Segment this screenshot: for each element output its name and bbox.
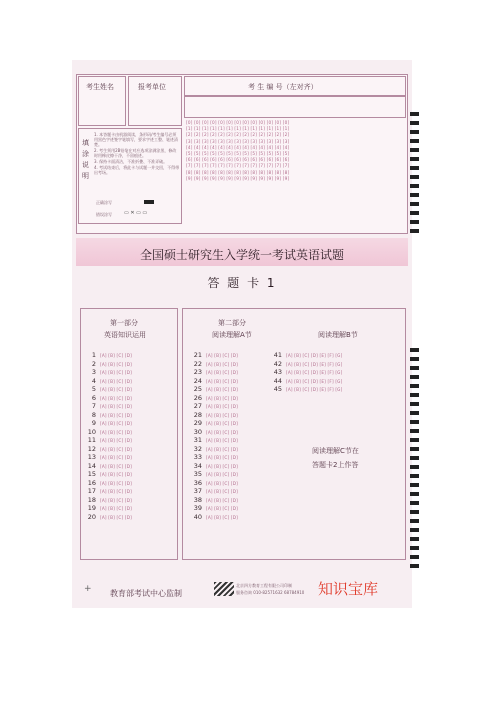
- question-number: 32: [193, 444, 202, 453]
- timing-mark: [410, 510, 419, 514]
- timing-mark: [410, 456, 419, 460]
- instructions-side-label: 填 涂 说 明: [82, 139, 89, 180]
- answer-bubbles[interactable]: [A] [B] [C] [D]: [206, 455, 238, 460]
- question-row[interactable]: [86, 365, 132, 374]
- id-bubble-row[interactable]: [3] [3] [3] [3] [3] [3] [3] [3] [3] [3] [3] [3] [3]: [186, 138, 290, 144]
- question-number: 15: [87, 470, 96, 478]
- answer-bubbles[interactable]: [A] [B] [C] [D]: [100, 370, 132, 375]
- wrong-mark-icon: ▭ ✕ ▭ ▭: [124, 210, 148, 216]
- answer-bubbles[interactable]: [A] [B] [C] [D] [E] [F] [G]: [286, 361, 343, 367]
- question-row[interactable]: [192, 425, 238, 434]
- question-row[interactable]: [192, 493, 238, 502]
- question-row[interactable]: [192, 416, 238, 425]
- answer-bubbles[interactable]: [A] [B] [C] [D] [E] [F] [G]: [286, 378, 343, 384]
- answer-bubbles[interactable]: [A] [B] [C] [D] [E] [F] [G]: [286, 387, 343, 392]
- timing-mark: [410, 202, 419, 206]
- question-row[interactable]: [86, 374, 132, 383]
- timing-mark: [410, 564, 419, 568]
- instruction-item: 1. 本答题卡由机器阅读，条形码/考生编号必须用黑色字迹签字笔填写，要求字迹工整、笔迹清楚。: [94, 132, 178, 147]
- question-row[interactable]: [86, 357, 132, 366]
- answer-bubbles[interactable]: [A] [B] [C] [D] [E] [F] [G]: [286, 353, 343, 358]
- id-label: 考 生 编 号（左对齐）: [248, 83, 318, 91]
- answer-bubbles[interactable]: [A] [B] [C] [D]: [206, 429, 238, 435]
- question-number: 7: [91, 402, 96, 410]
- question-row[interactable]: [192, 357, 238, 366]
- question-row[interactable]: [86, 459, 132, 468]
- part2b-list: [272, 348, 342, 391]
- timing-mark: [410, 366, 419, 370]
- answer-bubbles[interactable]: [A] [B] [C] [D]: [206, 472, 238, 477]
- question-row[interactable]: [192, 501, 238, 510]
- answer-bubbles[interactable]: [A] [B] [C] [D]: [206, 480, 238, 486]
- answer-bubbles[interactable]: [A] [B] [C] [D]: [100, 404, 132, 409]
- question-number: 14: [87, 461, 96, 470]
- timing-mark: [410, 112, 419, 116]
- question-row[interactable]: [192, 484, 238, 493]
- answer-bubbles[interactable]: [A] [B] [C] [D]: [206, 446, 238, 452]
- part2-subheading-b: 阅读理解B节: [318, 331, 358, 339]
- question-number: 28: [193, 410, 202, 419]
- id-bubble-row[interactable]: [7] [7] [7] [7] [7] [7] [7] [7] [7] [7] [7] [7] [7]: [186, 163, 290, 169]
- timing-mark: [410, 519, 419, 523]
- question-row[interactable]: [86, 433, 132, 442]
- question-row[interactable]: [192, 374, 238, 383]
- answer-bubbles[interactable]: [A] [B] [C] [D]: [100, 506, 132, 511]
- answer-bubbles[interactable]: [A] [B] [C] [D]: [206, 370, 238, 375]
- instructions-list: [94, 132, 180, 176]
- question-row[interactable]: [192, 467, 238, 476]
- correct-label: 正确涂写: [96, 200, 112, 205]
- watermark-text: 知识宝库: [318, 580, 379, 598]
- timing-mark: [410, 184, 419, 188]
- name-field[interactable]: [78, 76, 126, 126]
- question-row[interactable]: [86, 467, 132, 476]
- title-text: 全国硕士研究生入学统一考试英语试题: [139, 248, 344, 262]
- timing-mark: [410, 393, 419, 397]
- question-row[interactable]: [192, 450, 238, 459]
- question-number: 22: [193, 359, 202, 368]
- answer-bubbles[interactable]: [A] [B] [C] [D]: [100, 378, 132, 384]
- answer-bubbles[interactable]: [A] [B] [C] [D]: [206, 378, 238, 384]
- id-bubble-row[interactable]: [0] [0] [0] [0] [0] [0] [0] [0] [0] [0] [0] [0] [0]: [186, 120, 290, 125]
- answer-bubbles[interactable]: [A] [B] [C] [D]: [206, 497, 238, 503]
- id-bubble-row[interactable]: [8] [8] [8] [8] [8] [8] [8] [8] [8] [8] [8] [8] [8]: [186, 169, 290, 175]
- question-row[interactable]: [192, 510, 238, 519]
- answer-bubbles[interactable]: [A] [B] [C] [D]: [100, 361, 132, 367]
- answer-bubbles[interactable]: [A] [B] [C] [D]: [206, 387, 238, 392]
- question-number: 4: [91, 376, 96, 385]
- correct-mark-icon: [144, 200, 154, 204]
- answer-bubbles[interactable]: [A] [B] [C] [D] [E] [F] [G]: [286, 370, 343, 375]
- question-number: 8: [91, 410, 96, 419]
- question-number: 1: [91, 351, 96, 359]
- question-row[interactable]: [272, 365, 342, 374]
- question-row[interactable]: [86, 484, 132, 493]
- answer-bubbles[interactable]: [A] [B] [C] [D]: [100, 421, 132, 426]
- question-row[interactable]: [86, 391, 132, 400]
- question-row[interactable]: [272, 357, 342, 366]
- id-bubble-row[interactable]: [9] [9] [9] [9] [9] [9] [9] [9] [9] [9] [9] [9] [9]: [186, 175, 290, 181]
- question-number: 12: [87, 444, 96, 453]
- question-number: 5: [91, 385, 96, 393]
- question-row[interactable]: [192, 408, 238, 417]
- timing-mark: [410, 375, 419, 379]
- question-number: 3: [91, 368, 96, 376]
- answer-bubbles[interactable]: [A] [B] [C] [D]: [206, 412, 238, 418]
- answer-bubbles[interactable]: [A] [B] [C] [D]: [100, 480, 132, 486]
- question-row[interactable]: [86, 476, 132, 485]
- question-number: 29: [193, 419, 202, 427]
- question-number: 11: [87, 436, 96, 444]
- question-row[interactable]: [86, 408, 132, 417]
- question-number: 34: [193, 461, 202, 470]
- timing-mark: [410, 492, 419, 496]
- part1-heading: 第一部分: [110, 319, 138, 327]
- timing-mark: [410, 438, 419, 442]
- timing-mark: [410, 384, 419, 388]
- part2a-list: [192, 348, 238, 521]
- answer-bubbles[interactable]: [A] [B] [C] [D]: [206, 395, 238, 401]
- timing-mark: [410, 474, 419, 478]
- answer-bubbles[interactable]: [A] [B] [C] [D]: [100, 395, 132, 401]
- name-label: 考生姓名: [86, 83, 114, 91]
- answer-bubbles[interactable]: [A] [B] [C] [D]: [206, 514, 238, 520]
- instruction-item: 3. 保持卡面清洁，不准折叠、不准弄破。: [94, 159, 168, 164]
- footer-supervisor: 教育部考试中心监制: [110, 589, 182, 598]
- timing-mark: [410, 166, 419, 170]
- question-number: 2: [91, 359, 96, 368]
- footer-plus: +: [84, 584, 92, 594]
- answer-bubbles[interactable]: [A] [B] [C] [D]: [206, 404, 238, 409]
- id-bubble-row[interactable]: [2] [2] [2] [2] [2] [2] [2] [2] [2] [2] [2] [2] [2]: [186, 132, 290, 138]
- answer-bubbles[interactable]: [A] [B] [C] [D]: [100, 514, 132, 520]
- question-number: 37: [193, 487, 202, 495]
- timing-mark: [410, 348, 419, 352]
- subtitle-text: 答 题 卡 1: [207, 276, 277, 290]
- id-bubble-row[interactable]: [1] [1] [1] [1] [1] [1] [1] [1] [1] [1] [1] [1] [1]: [186, 126, 290, 132]
- timing-mark: [410, 501, 419, 505]
- answer-bubbles[interactable]: [A] [B] [C] [D]: [206, 421, 238, 426]
- unit-label: 报考单位: [138, 83, 166, 91]
- timing-mark: [410, 211, 419, 215]
- question-number: 39: [193, 504, 202, 512]
- timing-mark: [410, 229, 419, 233]
- instruction-item: 2. 考生须用2B铅笔在对应选项涂满涂黑，修改时用橡皮擦干净，不留痕迹。: [94, 148, 177, 158]
- answer-bubbles[interactable]: [A] [B] [C] [D]: [100, 489, 132, 494]
- question-row[interactable]: [192, 382, 238, 391]
- question-number: 19: [87, 504, 96, 512]
- question-number: 10: [87, 427, 96, 436]
- timing-mark: [410, 357, 419, 361]
- question-number: 33: [193, 453, 202, 461]
- question-number: 16: [87, 478, 96, 487]
- question-row[interactable]: [86, 416, 132, 425]
- part2-subheading-a: 阅读理解A节: [212, 331, 252, 339]
- part1-subheading: 英语知识运用: [104, 331, 146, 339]
- id-bubble-row[interactable]: [6] [6] [6] [6] [6] [6] [6] [6] [6] [6] [6] [6] [6]: [186, 157, 290, 163]
- printer-line1: 北京四方教育工程有限公司印制: [236, 583, 292, 588]
- question-row[interactable]: [86, 348, 132, 357]
- timing-mark: [410, 402, 419, 406]
- question-row[interactable]: [86, 382, 132, 391]
- answer-bubbles[interactable]: [A] [B] [C] [D]: [100, 497, 132, 503]
- timing-mark: [410, 175, 419, 179]
- question-number: 18: [87, 495, 96, 504]
- question-row[interactable]: [86, 493, 132, 502]
- answer-bubbles[interactable]: [A] [B] [C] [D]: [100, 412, 132, 418]
- id-bubble-grid: [186, 120, 406, 182]
- answer-bubbles[interactable]: [A] [B] [C] [D]: [100, 429, 132, 435]
- question-row[interactable]: [86, 501, 132, 510]
- answer-bubbles[interactable]: [A] [B] [C] [D]: [206, 489, 238, 494]
- wrong-label: 错误涂写: [96, 212, 112, 217]
- answer-bubbles[interactable]: [A] [B] [C] [D]: [206, 361, 238, 367]
- question-row[interactable]: [86, 399, 132, 408]
- question-number: 26: [193, 393, 202, 402]
- question-row[interactable]: [86, 450, 132, 459]
- timing-mark: [410, 537, 419, 541]
- id-write-row[interactable]: [184, 96, 406, 118]
- part2-note-line2: 答题卡2上作答: [312, 461, 359, 469]
- id-bubble-row[interactable]: [5] [5] [5] [5] [5] [5] [5] [5] [5] [5] [5] [5] [5]: [186, 150, 290, 156]
- question-row[interactable]: [192, 433, 238, 442]
- question-row[interactable]: [192, 399, 238, 408]
- answer-bubbles[interactable]: [A] [B] [C] [D]: [100, 446, 132, 452]
- question-row[interactable]: [86, 510, 132, 519]
- part2-note-line1: 阅读理解C节在: [312, 447, 359, 455]
- question-row[interactable]: [192, 459, 238, 468]
- question-number: 27: [193, 402, 202, 410]
- question-row[interactable]: [272, 348, 342, 357]
- answer-bubbles[interactable]: [A] [B] [C] [D]: [100, 455, 132, 460]
- timing-mark: [410, 139, 419, 143]
- answer-bubbles[interactable]: [A] [B] [C] [D]: [100, 472, 132, 477]
- part2-heading: 第二部分: [218, 319, 246, 327]
- timing-mark: [410, 555, 419, 559]
- question-number: 35: [193, 470, 202, 478]
- timing-mark: [410, 447, 419, 451]
- question-number: 20: [87, 512, 96, 521]
- part1-list: [86, 348, 132, 521]
- timing-mark: [410, 220, 419, 224]
- answer-bubbles[interactable]: [A] [B] [C] [D]: [100, 463, 132, 469]
- unit-field[interactable]: [128, 76, 182, 126]
- question-number: 42: [273, 359, 282, 368]
- answer-bubbles[interactable]: [A] [B] [C] [D]: [100, 387, 132, 392]
- question-row[interactable]: [192, 476, 238, 485]
- timing-mark: [410, 411, 419, 415]
- question-number: 25: [193, 385, 202, 393]
- question-number: 40: [193, 512, 202, 521]
- question-number: 38: [193, 495, 202, 504]
- timing-mark: [410, 546, 419, 550]
- instruction-item: 4. 考试结束后，将此卡与试题一并交回，不得带出考场。: [94, 165, 180, 175]
- question-row[interactable]: [192, 348, 238, 357]
- question-row[interactable]: [272, 374, 342, 383]
- question-number: 41: [273, 351, 282, 359]
- question-row[interactable]: [86, 442, 132, 451]
- question-number: 30: [193, 427, 202, 436]
- timing-mark: [410, 429, 419, 433]
- answer-sheet: [72, 60, 412, 608]
- question-number: 9: [91, 419, 96, 427]
- question-row[interactable]: [192, 365, 238, 374]
- printer-logo-icon: [214, 582, 234, 596]
- timing-mark: [410, 483, 419, 487]
- timing-mark: [410, 420, 419, 424]
- question-row[interactable]: [192, 442, 238, 451]
- question-row[interactable]: [192, 391, 238, 400]
- timing-mark: [410, 121, 419, 125]
- answer-bubbles[interactable]: [A] [B] [C] [D]: [206, 506, 238, 511]
- timing-mark: [410, 528, 419, 532]
- question-number: 31: [193, 436, 202, 444]
- answer-bubbles[interactable]: [A] [B] [C] [D]: [206, 353, 238, 358]
- question-number: 43: [273, 368, 282, 376]
- question-number: 6: [91, 393, 96, 402]
- timing-mark: [410, 130, 419, 134]
- question-number: 44: [273, 376, 282, 385]
- answer-bubbles[interactable]: [A] [B] [C] [D]: [100, 438, 132, 443]
- timing-mark: [410, 193, 419, 197]
- answer-bubbles[interactable]: [A] [B] [C] [D]: [206, 438, 238, 443]
- timing-mark: [410, 465, 419, 469]
- question-number: 13: [87, 453, 96, 461]
- question-number: 23: [193, 368, 202, 376]
- timing-mark: [410, 157, 419, 161]
- printer-line2: 服务咨询 010-82571632 68784910: [236, 590, 305, 595]
- question-number: 17: [87, 487, 96, 495]
- answer-bubbles[interactable]: [A] [B] [C] [D]: [100, 353, 132, 358]
- answer-bubbles[interactable]: [A] [B] [C] [D]: [206, 463, 238, 469]
- timing-mark: [410, 148, 419, 152]
- question-number: 45: [273, 385, 282, 393]
- question-number: 24: [193, 376, 202, 385]
- question-row[interactable]: [86, 425, 132, 434]
- question-number: 36: [193, 478, 202, 487]
- question-row[interactable]: [272, 382, 342, 391]
- question-number: 21: [193, 351, 202, 359]
- id-header: [184, 76, 406, 96]
- id-bubble-row[interactable]: [4] [4] [4] [4] [4] [4] [4] [4] [4] [4] [4] [4] [4]: [186, 144, 290, 150]
